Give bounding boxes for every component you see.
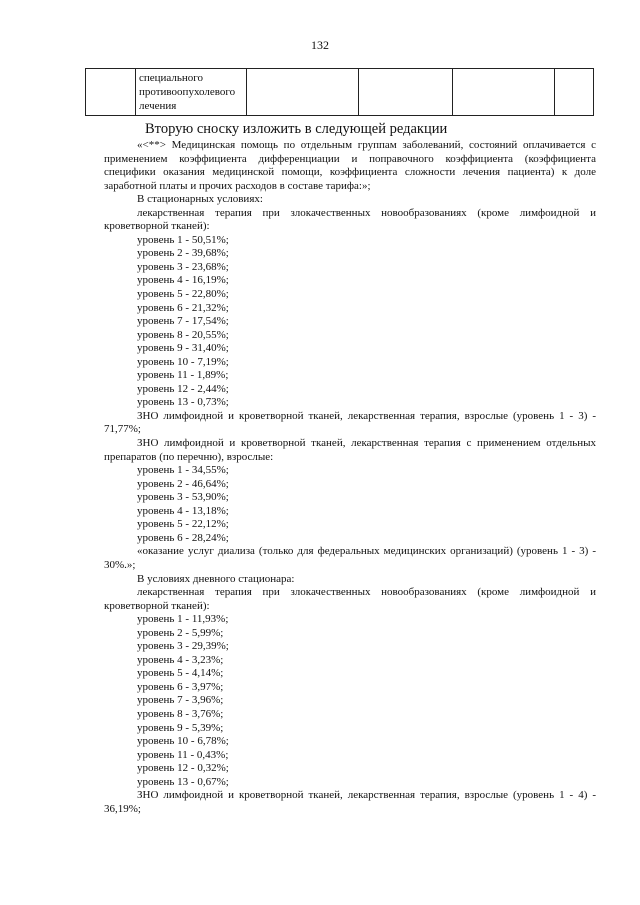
list-item: уровень 9 - 5,39%; xyxy=(137,721,224,734)
levels-list-1 xyxy=(104,234,596,410)
paragraph: В условиях дневного стационара: xyxy=(137,572,295,585)
list-item: уровень 1 - 34,55%; xyxy=(137,464,229,477)
list-item: уровень 13 - 0,73%; xyxy=(137,396,229,409)
list-item: уровень 7 - 3,96%; xyxy=(137,694,224,707)
list-item: уровень 8 - 3,76%; xyxy=(137,707,224,720)
list-item: уровень 1 - 50,51%; xyxy=(137,233,229,246)
table-cell xyxy=(247,69,359,116)
list-item: уровень 2 - 5,99%; xyxy=(137,626,224,639)
list-item: уровень 4 - 13,18%; xyxy=(137,504,229,517)
continued-table xyxy=(85,68,594,116)
footnote-paragraph: «<**> Медицинская помощь по отдельным группам заболеваний, состояний оплачивается с применением коэффициента дифференциации и поправочного коэффициента (коэффициента специфики оказания медицинской помощи, коэффициента сложности лечения пациента) к доле заработной платы и прочих расходов в составе тарифа:»; xyxy=(104,139,596,192)
list-item: уровень 10 - 7,19%; xyxy=(137,355,229,368)
list-item: уровень 5 - 22,80%; xyxy=(137,288,229,301)
list-item: уровень 6 - 28,24%; xyxy=(137,531,229,544)
list-item: уровень 9 - 31,40%; xyxy=(137,342,229,355)
list-item: уровень 3 - 29,39%; xyxy=(137,640,229,653)
list-item: уровень 6 - 3,97%; xyxy=(137,680,224,693)
list-item: уровень 4 - 16,19%; xyxy=(137,274,229,287)
table-cell xyxy=(136,69,247,116)
levels-list-2 xyxy=(104,464,596,545)
list-item: уровень 2 - 39,68%; xyxy=(137,247,229,260)
list-item: уровень 5 - 4,14%; xyxy=(137,667,224,680)
list-item: уровень 1 - 11,93%; xyxy=(137,613,229,626)
table-cell xyxy=(86,69,136,116)
list-item: уровень 12 - 0,32%; xyxy=(137,762,229,775)
page-number: 132 xyxy=(311,38,329,52)
paragraph: ЗНО лимфоидной и кроветворной тканей, лекарственная терапия с применением отдельных препаратов (по перечню), взрослые: xyxy=(104,437,596,463)
document-body xyxy=(104,139,596,816)
list-item: уровень 6 - 21,32%; xyxy=(137,301,229,314)
list-item: уровень 2 - 46,64%; xyxy=(137,477,229,490)
list-item: уровень 3 - 53,90%; xyxy=(137,491,229,504)
list-item: уровень 3 - 23,68%; xyxy=(137,260,229,273)
paragraph: ЗНО лимфоидной и кроветворной тканей, лекарственная терапия, взрослые (уровень 1 - 4) - 36,19%; xyxy=(104,789,596,815)
list-item: уровень 11 - 1,89%; xyxy=(137,369,229,382)
section-heading: Вторую сноску изложить в следующей редакции xyxy=(145,121,448,137)
table-cell xyxy=(453,69,555,116)
paragraph: «оказание услуг диализа (только для федеральных медицинских организаций) (уровень 1 - 3) - 30%.»; xyxy=(104,545,596,571)
table-row xyxy=(86,69,594,116)
paragraph: лекарственная терапия при злокачественных новообразованиях (кроме лимфоидной и кроветворной тканей): xyxy=(104,586,596,612)
list-item: уровень 5 - 22,12%; xyxy=(137,518,229,531)
list-item: уровень 7 - 17,54%; xyxy=(137,315,229,328)
list-item: уровень 10 - 6,78%; xyxy=(137,735,229,748)
paragraph: ЗНО лимфоидной и кроветворной тканей, лекарственная терапия, взрослые (уровень 1 - 3) - 71,77%; xyxy=(104,409,596,436)
list-item: уровень 8 - 20,55%; xyxy=(137,328,229,341)
list-item: уровень 11 - 0,43%; xyxy=(137,748,229,761)
table-cell xyxy=(555,69,594,116)
table-cell-text: специального противоопухолевого лечения xyxy=(139,72,236,112)
levels-list-3 xyxy=(104,613,596,789)
list-item: уровень 13 - 0,67%; xyxy=(137,775,229,788)
list-item: уровень 4 - 3,23%; xyxy=(137,653,224,666)
list-item: уровень 12 - 2,44%; xyxy=(137,382,229,395)
paragraph: В стационарных условиях: xyxy=(137,193,263,206)
table-cell xyxy=(359,69,453,116)
paragraph: лекарственная терапия при злокачественных новообразованиях (кроме лимфоидной и кроветворной тканей): xyxy=(104,206,596,233)
